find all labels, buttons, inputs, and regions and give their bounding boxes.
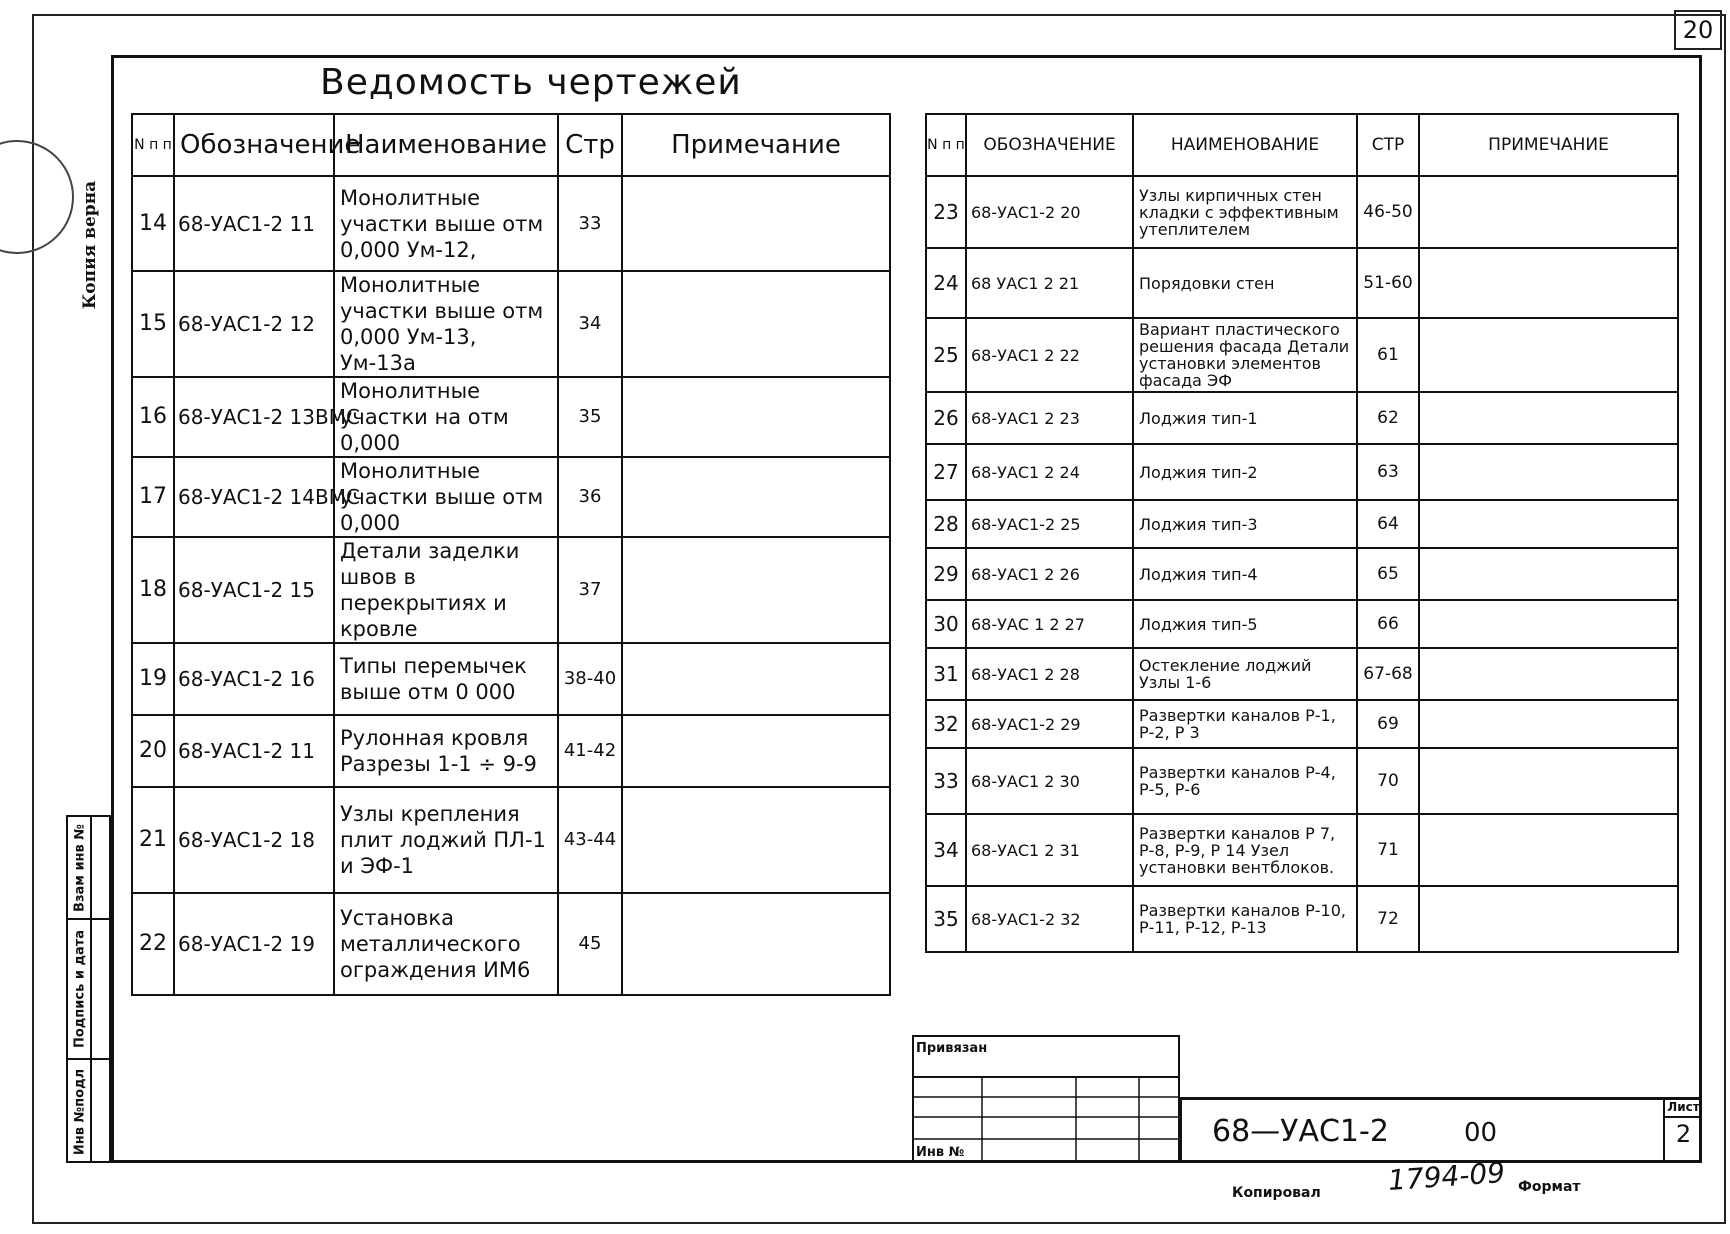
row-designation: 68-УАС1-2 12 <box>174 271 334 377</box>
table-row <box>926 548 1678 600</box>
row-designation: 68 УАС1 2 21 <box>966 248 1133 318</box>
row-designation: 68-УАС1-2 13ВМС <box>174 377 334 457</box>
row-name: Лоджия тип-5 <box>1133 600 1357 648</box>
row-note <box>622 537 890 643</box>
row-number: 29 <box>926 548 966 600</box>
row-number: 30 <box>926 600 966 648</box>
header-note: ПРИМЕЧАНИЕ <box>1419 114 1678 176</box>
handwritten-number: 1794-09 <box>1386 1155 1507 1198</box>
row-number: 27 <box>926 444 966 500</box>
row-number: 28 <box>926 500 966 548</box>
row-page: 33 <box>558 176 622 271</box>
table-row <box>926 600 1678 648</box>
title-block <box>1180 1097 1666 1163</box>
sheet-cell <box>1663 1097 1702 1163</box>
row-name: Узлы крепления плит лоджий ПЛ-1 и ЭФ-1 <box>334 787 558 893</box>
row-name: Установка металлического ограждения ИМ6 <box>334 893 558 995</box>
approval-sidebar <box>66 815 111 1163</box>
row-designation: 68-УАС1 2 23 <box>966 392 1133 444</box>
row-name: Рулонная кровля Разрезы 1-1 ÷ 9-9 <box>334 715 558 787</box>
row-note <box>622 643 890 715</box>
header-num: N п п <box>132 114 174 176</box>
row-note <box>622 893 890 995</box>
row-note <box>622 787 890 893</box>
row-name: Остекление лоджий Узлы 1-6 <box>1133 648 1357 700</box>
row-number: 31 <box>926 648 966 700</box>
row-page: 66 <box>1357 600 1419 648</box>
row-page: 71 <box>1357 814 1419 886</box>
row-number: 24 <box>926 248 966 318</box>
row-note <box>1419 700 1678 748</box>
sidebar-row-inv <box>68 1060 109 1163</box>
row-page: 34 <box>558 271 622 377</box>
row-designation: 68-УАС1 2 24 <box>966 444 1133 500</box>
row-number: 25 <box>926 318 966 392</box>
row-note <box>622 715 890 787</box>
row-number: 21 <box>132 787 174 893</box>
header-page: Стр <box>558 114 622 176</box>
document-code: 68—УАС1-2 <box>1212 1114 1389 1149</box>
row-designation: 68-УАС1-2 15 <box>174 537 334 643</box>
table-row <box>926 886 1678 952</box>
row-page: 35 <box>558 377 622 457</box>
row-name: Лоджия тип-1 <box>1133 392 1357 444</box>
row-number: 18 <box>132 537 174 643</box>
row-number: 14 <box>132 176 174 271</box>
header-note: Примечание <box>622 114 890 176</box>
row-number: 23 <box>926 176 966 248</box>
row-page: 43-44 <box>558 787 622 893</box>
table-row <box>132 893 890 995</box>
row-number: 19 <box>132 643 174 715</box>
row-note <box>1419 444 1678 500</box>
row-designation: 68-УАС1-2 25 <box>966 500 1133 548</box>
row-page: 67-68 <box>1357 648 1419 700</box>
row-number: 35 <box>926 886 966 952</box>
row-name: Вариант пластического решения фасада Детали установки элементов фасада ЭФ <box>1133 318 1357 392</box>
row-note <box>622 457 890 537</box>
row-designation: 68-УАС1-2 19 <box>174 893 334 995</box>
row-page: 72 <box>1357 886 1419 952</box>
row-designation: 68-УАС1 2 31 <box>966 814 1133 886</box>
row-number: 22 <box>132 893 174 995</box>
row-page: 64 <box>1357 500 1419 548</box>
row-note <box>1419 648 1678 700</box>
row-name: Развертки каналов Р-10, Р-11, Р-12, Р-13 <box>1133 886 1357 952</box>
table-row <box>132 643 890 715</box>
sheet-label: Лист <box>1665 1100 1702 1118</box>
row-designation: 68-УАС1-2 20 <box>966 176 1133 248</box>
row-page: 62 <box>1357 392 1419 444</box>
row-name: Монолитные участки выше отм 0,000 <box>334 457 558 537</box>
row-name: Монолитные участки выше отм 0,000 Ум-13, Ум-13а <box>334 271 558 377</box>
row-number: 33 <box>926 748 966 814</box>
row-note <box>622 377 890 457</box>
table-row <box>132 537 890 643</box>
row-designation: 68-УАС1-2 18 <box>174 787 334 893</box>
sidebar-label-sign-date: Подпись и дата <box>72 929 88 1049</box>
header-name: НАИМЕНОВАНИЕ <box>1133 114 1357 176</box>
binding-block <box>912 1035 1180 1163</box>
row-number: 32 <box>926 700 966 748</box>
inv-label: Инв № <box>916 1145 965 1160</box>
row-note <box>1419 500 1678 548</box>
row-note <box>1419 176 1678 248</box>
row-page: 65 <box>1357 548 1419 600</box>
row-page: 36 <box>558 457 622 537</box>
table-row <box>132 457 890 537</box>
row-number: 16 <box>132 377 174 457</box>
drawings-list-left <box>131 113 891 996</box>
row-number: 15 <box>132 271 174 377</box>
row-designation: 68-УАС1-2 16 <box>174 643 334 715</box>
table-row <box>926 700 1678 748</box>
row-name: Развертки каналов Р-4, Р-5, Р-6 <box>1133 748 1357 814</box>
row-page: 37 <box>558 537 622 643</box>
sheet-corner-number: 20 <box>1674 10 1722 50</box>
row-designation: 68-УАС1-2 11 <box>174 176 334 271</box>
row-name: Развертки каналов Р-1, Р-2, Р 3 <box>1133 700 1357 748</box>
row-designation: 68-УАС1-2 14ВМС <box>174 457 334 537</box>
header-num: N п п <box>926 114 966 176</box>
row-designation: 68-УАС1 2 26 <box>966 548 1133 600</box>
row-name: Порядовки стен <box>1133 248 1357 318</box>
sheet-number: 2 <box>1675 1120 1692 1148</box>
row-note <box>1419 814 1678 886</box>
row-number: 34 <box>926 814 966 886</box>
row-note <box>1419 548 1678 600</box>
section-number: 00 <box>1464 1118 1498 1148</box>
table-row <box>132 715 890 787</box>
row-name: Развертки каналов Р 7, Р-8, Р-9, Р 14 Узел установки вентблоков. <box>1133 814 1357 886</box>
row-page: 70 <box>1357 748 1419 814</box>
row-page: 61 <box>1357 318 1419 392</box>
row-designation: 68-УАС1-2 29 <box>966 700 1133 748</box>
row-name: Монолитные участки на отм 0,000 <box>334 377 558 457</box>
row-name: Узлы кирпичных стен кладки с эффективным утеплителем <box>1133 176 1357 248</box>
row-number: 17 <box>132 457 174 537</box>
table-row <box>926 814 1678 886</box>
row-note <box>622 271 890 377</box>
row-designation: 68-УАС1 2 28 <box>966 648 1133 700</box>
row-name: Лоджия тип-3 <box>1133 500 1357 548</box>
row-name: Детали заделки швов в перекрытиях и кровле <box>334 537 558 643</box>
row-page: 45 <box>558 893 622 995</box>
row-note <box>1419 600 1678 648</box>
row-name: Лоджия тип-4 <box>1133 548 1357 600</box>
row-name: Типы перемычек выше отм 0 000 <box>334 643 558 715</box>
row-note <box>1419 248 1678 318</box>
table-row <box>926 444 1678 500</box>
row-designation: 68-УАС 1 2 27 <box>966 600 1133 648</box>
row-name: Монолитные участки выше отм 0,000 Ум-12, <box>334 176 558 271</box>
row-note <box>1419 318 1678 392</box>
drawings-list-right <box>925 113 1679 953</box>
table-row <box>132 377 890 457</box>
row-number: 26 <box>926 392 966 444</box>
table-row <box>926 176 1678 248</box>
sidebar-row-vzam <box>68 817 109 920</box>
row-page: 46-50 <box>1357 176 1419 248</box>
row-note <box>1419 392 1678 444</box>
row-designation: 68-УАС1 2 22 <box>966 318 1133 392</box>
table-row <box>926 748 1678 814</box>
row-note <box>622 176 890 271</box>
row-note <box>1419 748 1678 814</box>
sidebar-row-sign <box>68 920 109 1060</box>
table-row <box>132 176 890 271</box>
row-page: 41-42 <box>558 715 622 787</box>
header-designation: ОБОЗНАЧЕНИЕ <box>966 114 1133 176</box>
row-name: Лоджия тип-2 <box>1133 444 1357 500</box>
copy-certified-stamp: Копия верна <box>80 180 100 310</box>
row-note <box>1419 886 1678 952</box>
header-designation: Обозначение <box>174 114 334 176</box>
row-designation: 68-УАС1-2 11 <box>174 715 334 787</box>
table-row <box>132 271 890 377</box>
sidebar-label-vzam: Взам инв № <box>72 823 88 912</box>
header-page: СТР <box>1357 114 1419 176</box>
sidebar-label-inv-podl: Инв №подл <box>72 1068 88 1155</box>
binding-label: Привязан <box>916 1041 988 1056</box>
table-row <box>926 392 1678 444</box>
table-row <box>926 248 1678 318</box>
table-row <box>926 648 1678 700</box>
page-title: Ведомость чертежей <box>320 62 742 103</box>
header-name: Наименование <box>334 114 558 176</box>
table-row <box>132 787 890 893</box>
table-row <box>926 318 1678 392</box>
copied-by-label: Копировал <box>1232 1185 1321 1201</box>
row-designation: 68-УАС1-2 32 <box>966 886 1133 952</box>
row-page: 69 <box>1357 700 1419 748</box>
table-header <box>926 114 1678 176</box>
row-page: 63 <box>1357 444 1419 500</box>
table-row <box>926 500 1678 548</box>
row-designation: 68-УАС1 2 30 <box>966 748 1133 814</box>
row-number: 20 <box>132 715 174 787</box>
table-header <box>132 114 890 176</box>
row-page: 51-60 <box>1357 248 1419 318</box>
row-page: 38-40 <box>558 643 622 715</box>
format-label: Формат <box>1518 1179 1581 1195</box>
